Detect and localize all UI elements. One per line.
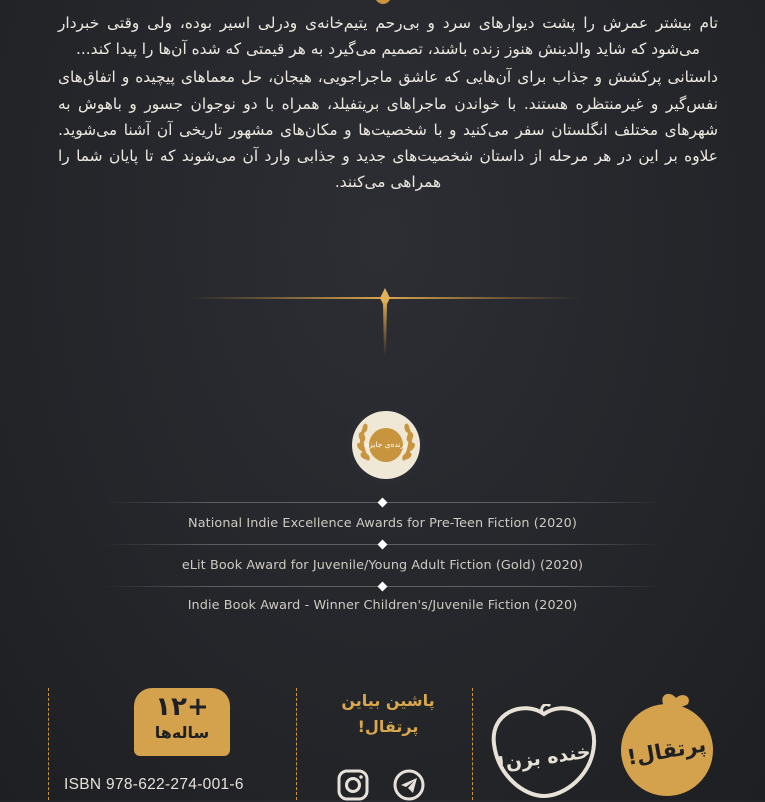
age-rating-badge bbox=[134, 688, 230, 756]
award-divider bbox=[0, 586, 765, 587]
synopsis-paragraph-2: داستانی پرکشش و جذاب برای آن‌هایی که عاشق ماجراجویی، هیجان، حل معماهای پیچیده و اتفاق‌های نفس‌گیر و غیرمنتظره هستند. با خواندن ماجراهای بریتفیلد، همراه با دو نوجوان جسور و باهوش به شهرهای مختلف انگلستان سفر می‌کنید و با شخصیت‌ها و مکان‌های مشهور تاریخی آن آشنا می‌شوید. علاوه بر این در هر مرحله از داستان شخصیت‌های جدید و جذابی وارد آن می‌شوند که تا پایان شما را همراهی می‌کنند. bbox=[58, 68, 718, 192]
publisher-slogan bbox=[318, 688, 458, 740]
porteghal-logo bbox=[612, 690, 722, 800]
slogan-line-2: پرتقال! bbox=[357, 717, 419, 736]
top-ornament bbox=[375, 0, 391, 4]
svg-text:پرتقال!: پرتقال! bbox=[625, 732, 708, 770]
dashed-separator bbox=[48, 688, 49, 800]
synopsis-paragraph-1: تام بیشتر عمرش را پشت دیوارهای سرد و بی‌رحم یتیم‌خانه‌ی ودرلی اسیر بوده، ولی وقتی خبردار می‌شود که شاید والدینش هنوز زنده باشند، تصمیم می‌گیرد به هر قیمتی که شده آن‌ها را پیدا کند... bbox=[58, 14, 718, 59]
ornamental-divider bbox=[190, 288, 580, 358]
award-item-3: Indie Book Award - Winner Children's/Juvenile Fiction (2020) bbox=[187, 598, 578, 613]
age-rating-label: ساله‌ها bbox=[154, 723, 210, 742]
age-rating-value: +۱۲ bbox=[155, 692, 209, 722]
award-medal bbox=[346, 405, 426, 485]
award-item-1: National Indie Excellence Awards for Pre-Teen Fiction (2020) bbox=[188, 516, 577, 531]
award-divider bbox=[0, 502, 765, 503]
telegram-icon[interactable] bbox=[392, 768, 426, 802]
synopsis bbox=[58, 10, 718, 197]
award-item-2: eLit Book Award for Juvenile/Young Adult Fiction (Gold) (2020) bbox=[181, 558, 584, 573]
dashed-separator bbox=[472, 688, 473, 800]
award-divider bbox=[0, 544, 765, 545]
slogan-line-1: پاشین بیاین bbox=[341, 691, 435, 710]
medal-label: برنده‌ی جایزه bbox=[365, 440, 407, 449]
isbn-number: ISBN 978-622-274-001-6 bbox=[64, 776, 244, 793]
svg-text:خنده بزن!: خنده بزن! bbox=[495, 740, 592, 776]
dashed-separator bbox=[296, 688, 297, 800]
instagram-icon[interactable] bbox=[336, 768, 370, 802]
khandeh-logo bbox=[484, 704, 604, 800]
